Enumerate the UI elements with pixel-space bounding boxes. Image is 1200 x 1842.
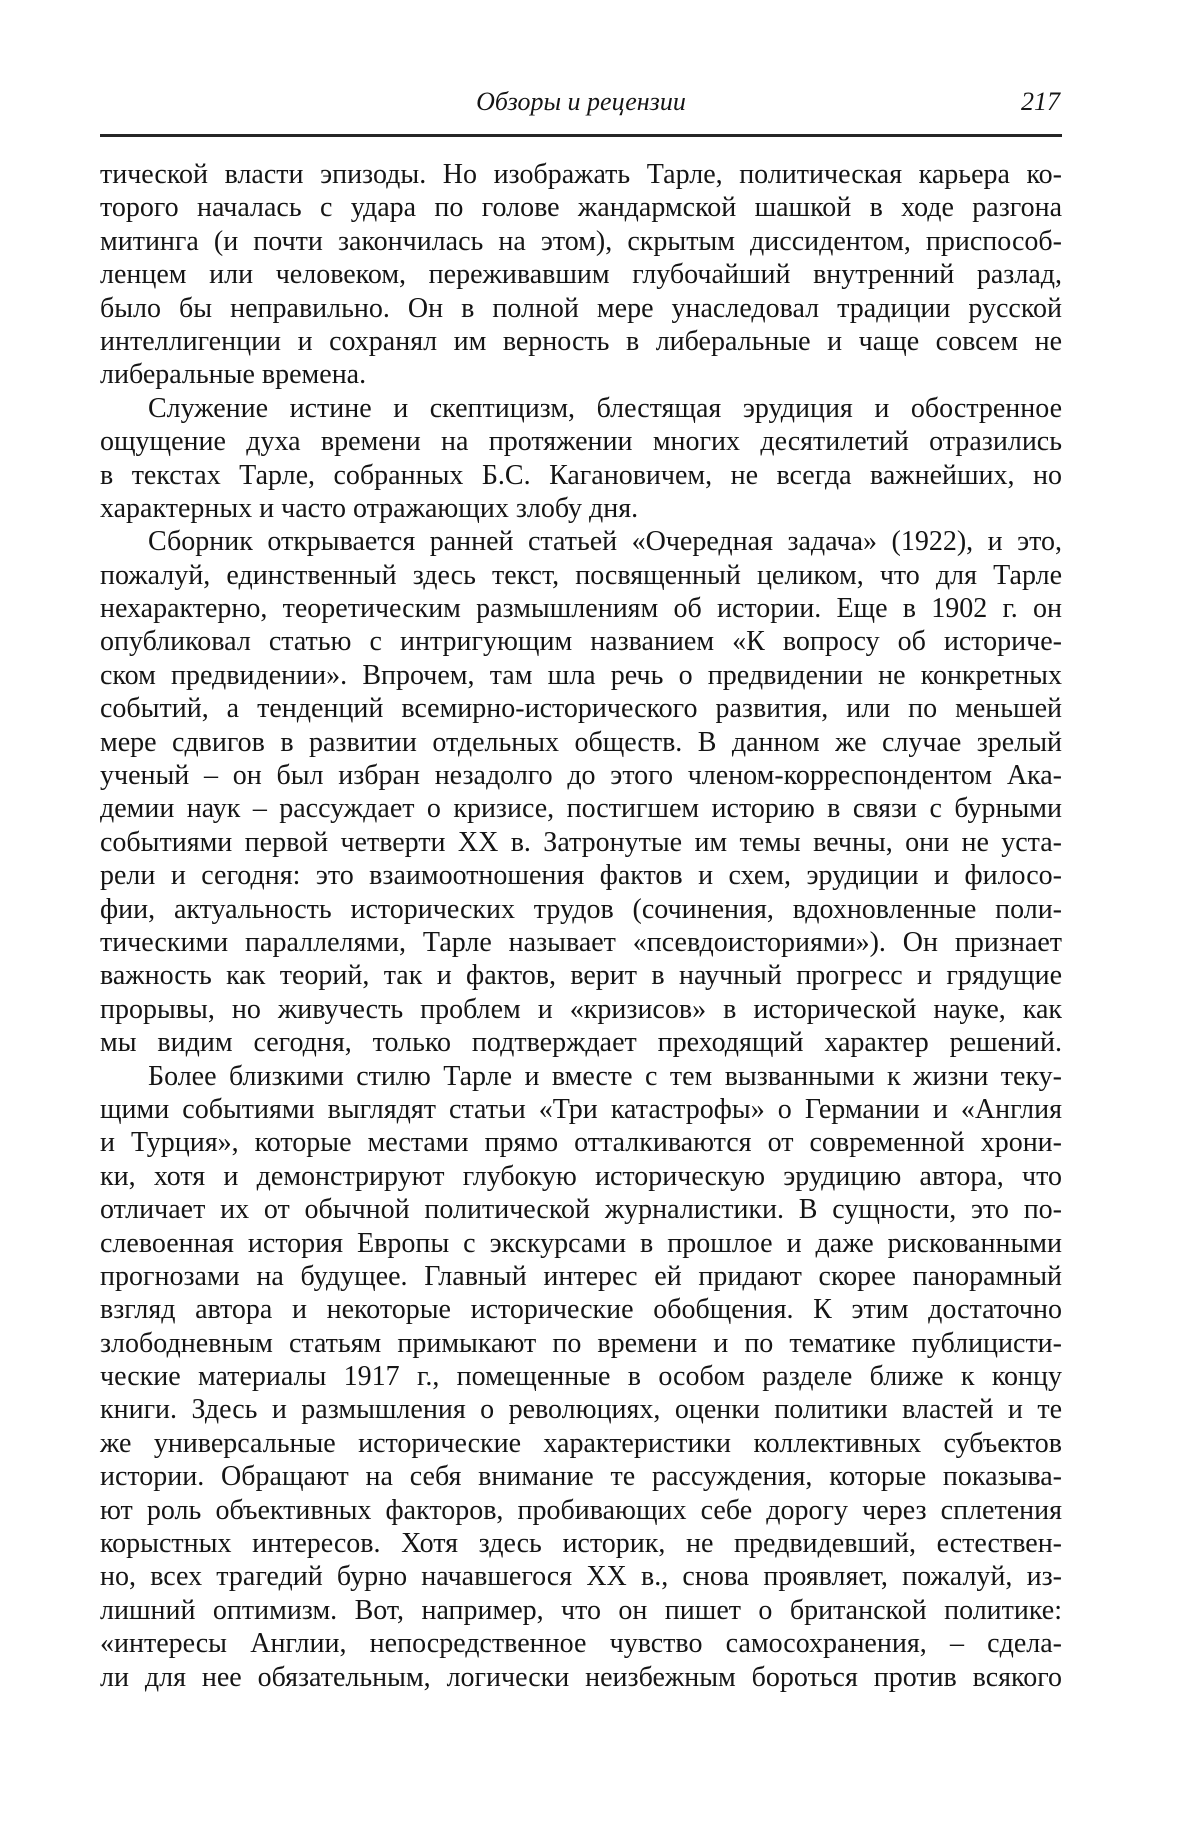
text-line: тическими параллелями, Тарле называет «псевдоисториями»). Он признает (100, 926, 1062, 958)
text-line: опубликовал статью с интригующим названием «К вопросу об историче- (100, 626, 1062, 658)
text-line: ощущение духа времени на протяжении многих десятилетий отразились (100, 426, 1062, 458)
text-line: Служение истине и скептицизм, блестящая эрудиция и обостренное (148, 392, 1062, 424)
paragraph (100, 525, 1062, 1059)
text-line: мере сдвигов в развитии отдельных обществ. В данном же случае зрелый (100, 726, 1062, 758)
text-line: ки, хотя и демонстрируют глубокую историческую эрудицию автора, что (100, 1160, 1062, 1192)
text-line: книги. Здесь и размышления о революциях, оценки политики властей и те (100, 1394, 1062, 1426)
text-line: корыстных интересов. Хотя здесь историк, не предвидевший, естествен- (100, 1528, 1062, 1560)
text-line: ческие материалы 1917 г., помещенные в особом разделе ближе к концу (100, 1361, 1062, 1393)
text-line: прогнозами на будущее. Главный интерес ей придают скорее панорамный (100, 1260, 1062, 1292)
text-line: ученый – он был избран незадолго до этого членом-корреспондентом Ака- (100, 760, 1062, 792)
text-line: ли для нее обязательным, логически неизбежным бороться против всякого (100, 1661, 1062, 1693)
page-content (100, 86, 1062, 1694)
text-line: ют роль объективных факторов, пробивающих себе дорогу через сплетения (100, 1494, 1062, 1526)
text-line: и Турция», которые местами прямо отталкиваются от современной хрони- (100, 1127, 1062, 1159)
text-line: событий, а тенденций всемирно-исторического развития, или по меньшей (100, 693, 1062, 725)
page-number: 217 (1021, 87, 1060, 116)
text-line: взгляд автора и некоторые исторические обобщения. К этим достаточно (100, 1294, 1062, 1326)
text-line: Более близкими стилю Тарле и вместе с тем вызванными к жизни теку- (148, 1060, 1062, 1092)
text-line: же универсальные исторические характеристики коллективных субъектов (100, 1427, 1062, 1459)
text-line: щими событиями выглядят статьи «Три катастрофы» о Германии и «Англия (100, 1093, 1062, 1125)
text-line: было бы неправильно. Он в полной мере унаследовал традиции русской (100, 292, 1062, 324)
text-line: «интересы Англии, непосредственное чувство самосохранения, – сдела- (100, 1628, 1062, 1660)
paragraph (100, 158, 1062, 392)
text-line: отличает их от обычной политической журналистики. В сущности, это по- (100, 1194, 1062, 1226)
text-line: характерных и часто отражающих злобу дня. (100, 492, 639, 524)
body-text (100, 158, 1062, 1694)
text-line: рели и сегодня: это взаимоотношения фактов и схем, эрудиции и филосо- (100, 860, 1062, 892)
text-line: прорывы, но живучесть проблем и «кризисов» в исторической науке, как (100, 993, 1062, 1025)
text-line: событиями первой четверти XX в. Затронутые им темы вечны, они не уста- (100, 826, 1062, 858)
text-line: ском предвидении». Впрочем, там шла речь о предвидении не конкретных (100, 659, 1062, 691)
text-line: тической власти эпизоды. Но изображать Тарле, политическая карьера ко- (100, 159, 1062, 190)
page-header (100, 86, 1062, 120)
text-line: лишний оптимизм. Вот, например, что он пишет о британской политике: (100, 1594, 1062, 1626)
text-line: либеральные времена. (100, 359, 367, 391)
text-line: злободневным статьям примыкают по времени и по тематике публицисти- (100, 1327, 1062, 1359)
text-line: интеллигенции и сохранял им верность в либеральные и чаще совсем не (100, 325, 1062, 357)
text-line: нехарактерно, теоретическим размышлениям об истории. Еще в 1902 г. он (100, 593, 1062, 625)
text-line: важность как теорий, так и фактов, верит в научный прогресс и грядущие (100, 960, 1062, 992)
text-line: слевоенная история Европы с экскурсами в прошлое и даже рискованными (100, 1227, 1062, 1259)
text-line: в текстах Тарле, собранных Б.С. Кагановичем, не всегда важнейших, но (100, 459, 1062, 491)
text-line: митинга (и почти закончилась на этом), скрытым диссидентом, приспособ- (100, 225, 1062, 257)
paragraph (100, 392, 1062, 526)
text-line: истории. Обращают на себя внимание те рассуждения, которые показыва- (100, 1461, 1062, 1493)
text-line: торого началась с удара по голове жандармской шашкой в ходе разгона (100, 192, 1062, 224)
text-line: мы видим сегодня, только подтверждает преходящий характер решений. (100, 1027, 1062, 1059)
text-line: демии наук – рассуждает о кризисе, постигшем историю в связи с бурными (100, 793, 1062, 825)
text-line: ленцем или человеком, переживавшим глубочайший внутренний разлад, (100, 259, 1062, 291)
paragraph (100, 1060, 1062, 1694)
header-divider (100, 134, 1062, 137)
running-title: Обзоры и рецензии (476, 87, 686, 116)
text-line: фии, актуальность исторических трудов (сочинения, вдохновленные поли- (100, 893, 1062, 925)
text-line: пожалуй, единственный здесь текст, посвященный целиком, что для Тарле (100, 559, 1062, 591)
text-line: Сборник открывается ранней статьей «Очередная задача» (1922), и это, (148, 526, 1062, 558)
text-line: но, всех трагедий бурно начавшегося XX в., снова проявляет, пожалуй, из- (100, 1561, 1062, 1593)
